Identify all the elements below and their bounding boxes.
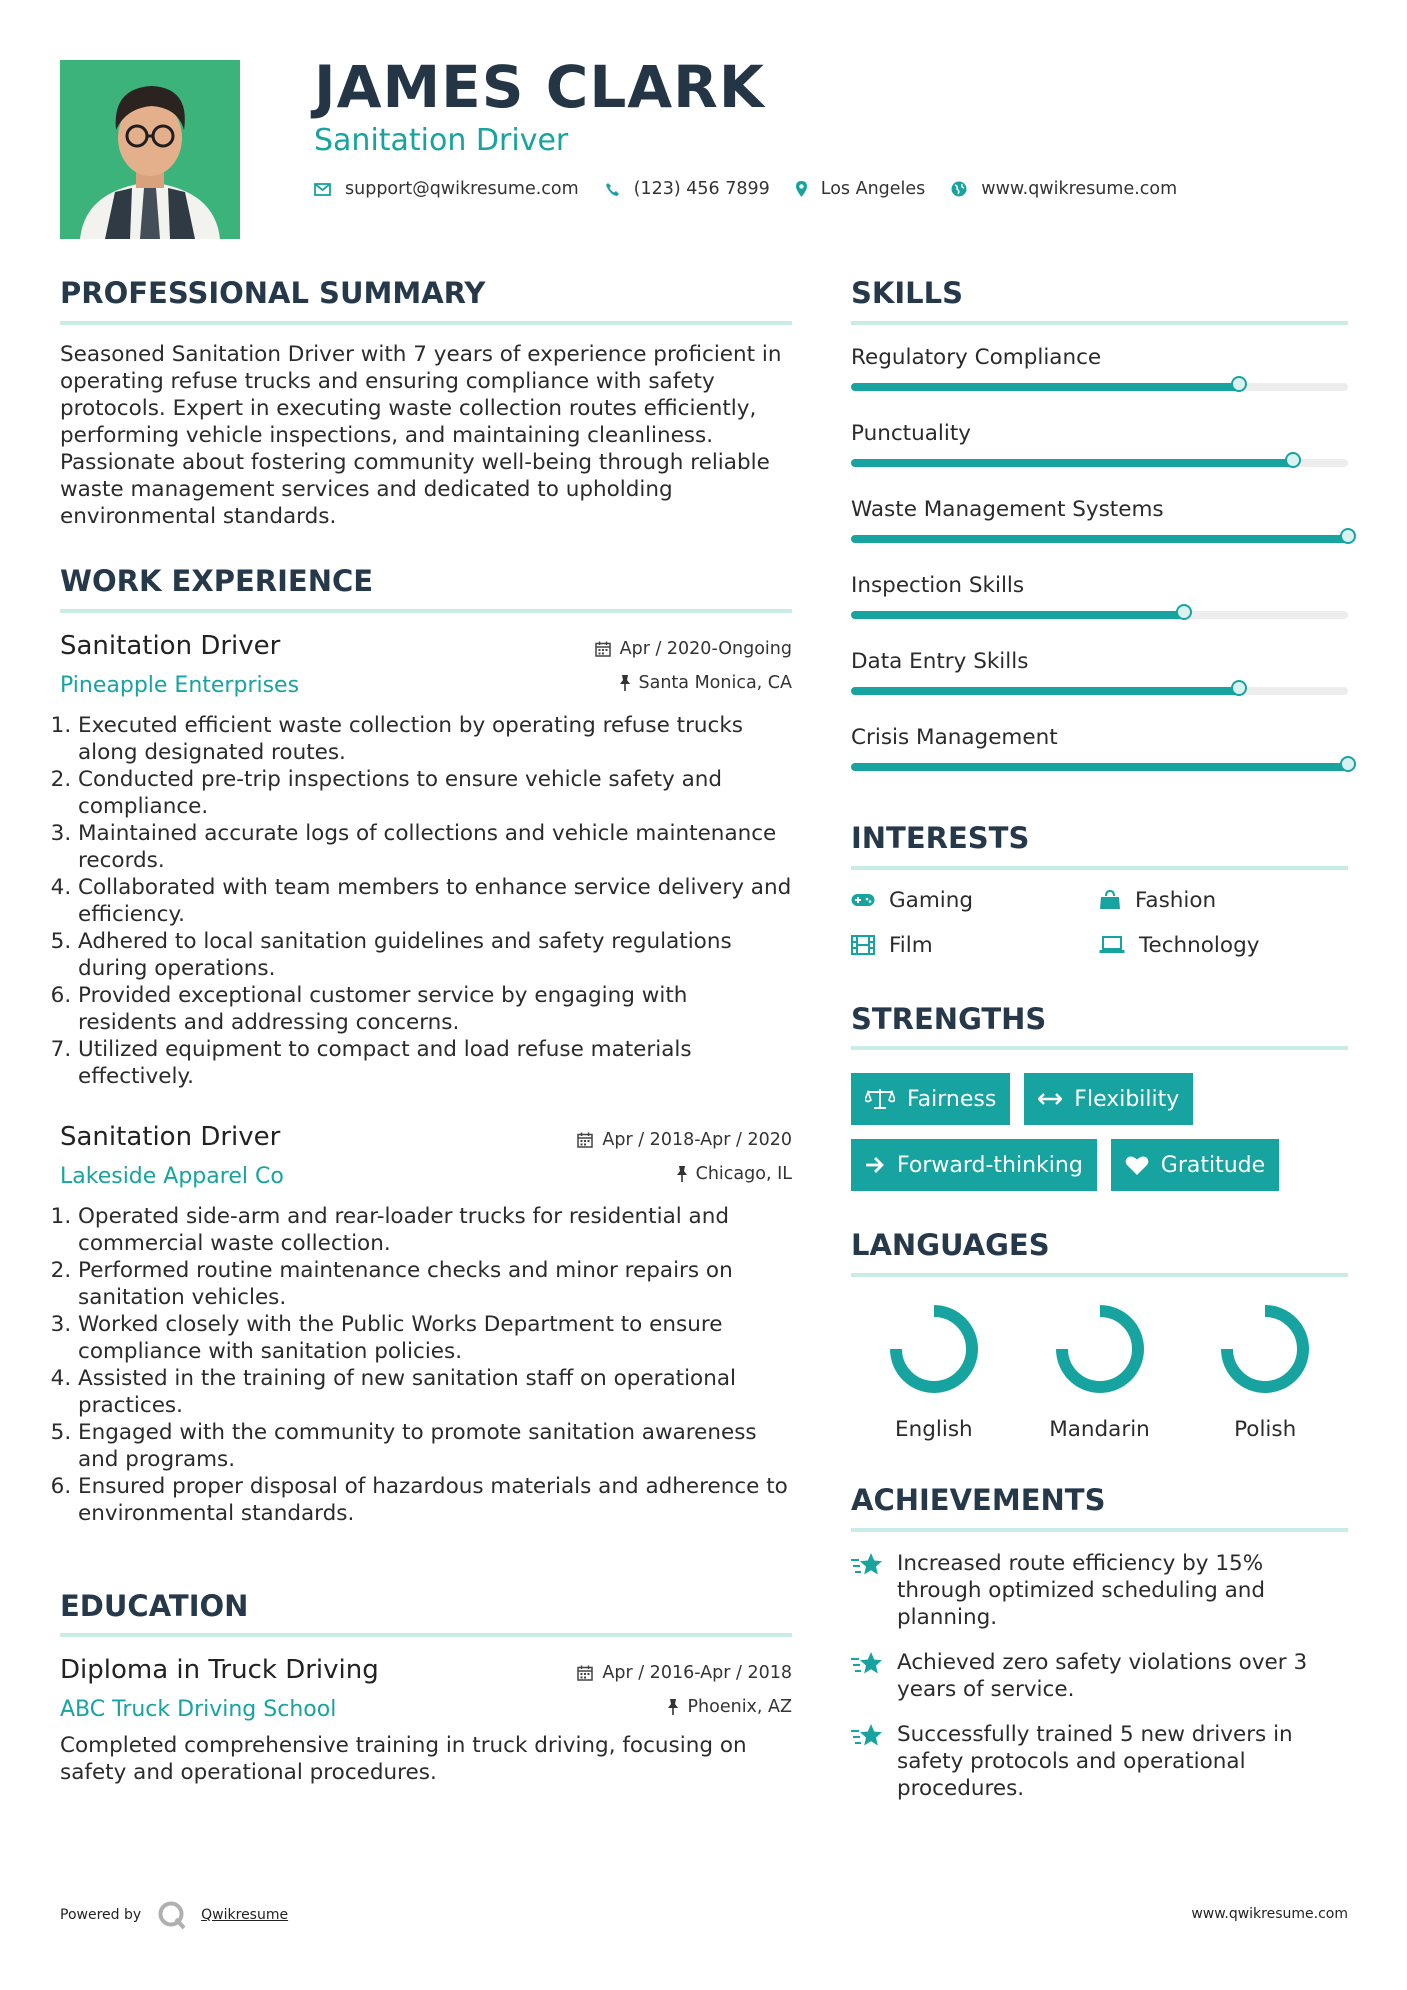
section-divider [851,1273,1348,1277]
job-bullets [60,1203,792,1527]
job-company: Pineapple Enterprises [60,672,300,698]
footer-brand-link[interactable]: Qwikresume [201,1907,289,1923]
education-section [60,1589,792,1787]
achievement-text: Successfully trained 5 new drivers in safety protocols and operational procedures. [897,1721,1293,1801]
education-date-text: Apr / 2016-Apr / 2018 [602,1663,792,1684]
skills-section [851,276,1348,771]
languages-list [851,1301,1348,1442]
skill-bar-knob [1340,756,1356,772]
section-divider [851,1046,1348,1050]
job-bullet: 6. Ensured proper disposal of hazardous materials and adherence to environmental standards. [78,1473,792,1527]
skill-name: Waste Management Systems [851,496,1164,522]
person-portrait-icon [60,60,240,239]
skill-bar-fill [851,535,1348,543]
skill-item [851,649,1348,695]
skill-bar-knob [1176,604,1192,620]
language-ring [1052,1301,1148,1397]
language-ring-arc [896,1311,972,1387]
achievement-item [851,1649,1348,1703]
job-location [677,1164,792,1184]
interest-item [1099,888,1347,913]
language-ring [886,1301,982,1397]
skill-bar-fill [851,687,1239,695]
achievements-list [851,1550,1348,1802]
map-pin-icon [796,181,807,197]
skill-bar-fill [851,459,1293,467]
contact-email-text: support@qwikresume.com [345,179,579,199]
interests-section [851,821,1348,958]
interest-item [851,888,1099,913]
interests-list [851,888,1348,958]
education-location [668,1697,792,1717]
strength-tag [1111,1139,1279,1191]
star-icon [851,1651,883,1677]
skill-bar-knob [1231,376,1247,392]
interest-label: Gaming [889,887,974,913]
interest-label: Technology [1139,932,1260,958]
job-role: Sanitation Driver [60,1121,281,1152]
skill-item [851,345,1348,391]
job-bullet: 4. Collaborated with team members to enhance service delivery and efficiency. [78,874,792,928]
phone-icon [605,182,620,197]
skill-bar-fill [851,383,1239,391]
skill-bar-fill [851,611,1184,619]
contact-bar [314,179,1203,199]
skill-name: Regulatory Compliance [851,344,1102,370]
language-ring-arc [1062,1311,1138,1387]
education-school: ABC Truck Driving School [60,1697,337,1723]
summary-section [60,276,792,530]
strength-tag [851,1073,1010,1125]
skills-list [851,345,1348,771]
calendar-icon [595,641,611,657]
strength-tag [1024,1073,1193,1125]
skill-name: Inspection Skills [851,572,1025,598]
heart-icon [1125,1155,1149,1176]
strength-label: Forward-thinking [897,1152,1083,1178]
contact-phone[interactable] [605,179,770,199]
skill-bar-knob [1340,528,1356,544]
job-date-text: Apr / 2018-Apr / 2020 [602,1129,792,1150]
summary-text: Seasoned Sanitation Driver with 7 years of experience proficient in operating refuse trucks and ensuring compliance with safety protocols. Expert in executing waste collection routes efficiently, performing vehicle inspections, and maintaining cleanliness. Passionate about fostering community well-being through reliable waste management services and dedicated to upholding environmental standards. [60,341,782,529]
shopping-bag-icon [1099,889,1121,911]
job-location-text: Chicago, IL [695,1163,792,1184]
gamepad-icon [851,892,875,908]
job-company: Lakeside Apparel Co [60,1163,284,1189]
footer-powered-by [60,1900,288,1930]
strength-tag [851,1139,1097,1191]
job-bullet: 5. Engaged with the community to promote sanitation awareness and programs. [78,1419,792,1473]
job-bullet: 2. Performed routine maintenance checks and minor repairs on sanitation vehicles. [78,1257,792,1311]
summary-heading: PROFESSIONAL SUMMARY [60,276,486,310]
contact-location [796,179,926,199]
job-bullet: 1. Executed efficient waste collection by operating refuse trucks along designated routes. [78,712,792,766]
language-label: Mandarin [1049,1417,1150,1443]
thumbtack-icon [677,1166,687,1182]
calendar-icon [577,1132,593,1148]
job-bullet: 1. Operated side-arm and rear-loader trucks for residential and commercial waste collection. [78,1203,792,1257]
skill-bar [851,459,1348,467]
laptop-icon [1099,936,1125,954]
candidate-name: JAMES CLARK [314,53,765,121]
languages-section [851,1228,1348,1442]
contact-location-text: Los Angeles [820,179,926,199]
education-entry [60,1655,792,1786]
envelope-icon [314,183,331,196]
globe-icon [951,181,967,197]
skill-name: Data Entry Skills [851,648,1029,674]
achievements-section [851,1483,1348,1802]
job-bullet: 5. Adhered to local sanitation guidelines and safety regulations during operations. [78,928,792,982]
skill-bar-fill [851,763,1348,771]
calendar-icon [577,1665,593,1681]
job-bullet: 3. Maintained accurate logs of collections and vehicle maintenance records. [78,820,792,874]
section-divider [851,1528,1348,1532]
interest-label: Film [889,932,933,958]
education-text: Completed comprehensive training in truck driving, focusing on safety and operational procedures. [60,1733,747,1786]
skill-item [851,573,1348,619]
job-entry [60,1122,792,1527]
contact-phone-text: (123) 456 7899 [633,179,770,199]
job-bullets [60,712,792,1090]
education-degree: Diploma in Truck Driving [60,1655,379,1686]
education-location-text: Phoenix, AZ [687,1697,792,1718]
job-location [620,673,793,693]
strength-label: Flexibility [1074,1086,1180,1112]
interest-item [851,933,1099,958]
job-date-text: Apr / 2020-Ongoing [619,638,792,659]
right-column [851,276,1348,1802]
skill-name: Punctuality [851,420,971,446]
achievement-item [851,1550,1348,1631]
contact-email[interactable] [314,179,579,199]
strength-label: Fairness [907,1086,997,1112]
experience-heading: WORK EXPERIENCE [60,563,374,598]
star-icon [851,1552,883,1578]
film-icon [851,935,875,955]
job-bullet: 7. Utilized equipment to compact and load refuse materials effectively. [78,1036,792,1090]
section-divider [851,866,1348,870]
languages-heading: LANGUAGES [851,1228,1050,1263]
strength-label: Gratitude [1160,1152,1266,1178]
candidate-title: Sanitation Driver [314,123,569,158]
experience-section [60,564,792,1527]
job-bullet: 4. Assisted in the training of new sanitation staff on operational practices. [78,1365,792,1419]
contact-website-text: www.qwikresume.com [981,179,1178,199]
skill-bar [851,687,1348,695]
left-column [60,276,792,1786]
language-label: Polish [1234,1417,1297,1443]
strengths-section [851,1002,1348,1192]
profile-photo [60,60,240,239]
skill-bar-knob [1285,452,1301,468]
skill-item [851,725,1348,771]
interest-label: Fashion [1135,887,1217,913]
job-location-text: Santa Monica, CA [638,672,792,693]
skill-bar [851,535,1348,543]
strengths-heading: STRENGTHS [851,1001,1047,1036]
arrows-horizontal-icon [1038,1092,1062,1106]
language-item [1182,1301,1348,1442]
achievements-heading: ACHIEVEMENTS [851,1483,1106,1518]
skills-heading: SKILLS [851,276,963,310]
language-ring [1217,1301,1313,1397]
footer-url[interactable]: www.qwikresume.com [1191,1906,1348,1922]
section-divider [60,321,792,325]
contact-website[interactable] [951,179,1177,199]
education-heading: EDUCATION [60,1588,249,1623]
interest-item [1099,933,1347,958]
job-bullet: 2. Conducted pre-trip inspections to ensure vehicle safety and compliance. [78,766,792,820]
balance-scale-icon [865,1088,895,1110]
section-divider [60,1633,792,1637]
job-date [595,639,792,659]
language-item [1017,1301,1183,1442]
achievement-item [851,1721,1348,1802]
thumbtack-icon [620,675,630,691]
strengths-list [851,1073,1348,1191]
interests-heading: INTERESTS [851,820,1030,855]
job-entry [60,631,792,1090]
skill-item [851,421,1348,467]
arrow-right-icon [865,1156,885,1174]
achievement-text: Increased route efficiency by 15% through optimized scheduling and planning. [897,1550,1266,1630]
language-item [851,1301,1017,1442]
language-ring-arc [1227,1311,1303,1387]
job-bullet: 6. Provided exceptional customer service by engaging with residents and addressing concerns. [78,982,792,1036]
language-label: English [895,1417,973,1443]
education-date [577,1663,792,1683]
job-date [577,1130,792,1150]
job-bullet: 3. Worked closely with the Public Works Department to ensure compliance with sanitation policies. [78,1311,792,1365]
achievement-text: Achieved zero safety violations over 3 years of service. [897,1649,1308,1702]
qwikresume-logo-icon [157,1900,187,1930]
section-divider [851,321,1348,325]
skill-bar-knob [1231,680,1247,696]
skill-name: Crisis Management [851,724,1058,750]
skill-item [851,497,1348,543]
skill-bar [851,763,1348,771]
skill-bar [851,383,1348,391]
section-divider [60,609,792,613]
skill-bar [851,611,1348,619]
star-icon [851,1723,883,1749]
job-role: Sanitation Driver [60,630,281,661]
footer-powered-label: Powered by [60,1907,142,1923]
thumbtack-icon [668,1699,678,1715]
